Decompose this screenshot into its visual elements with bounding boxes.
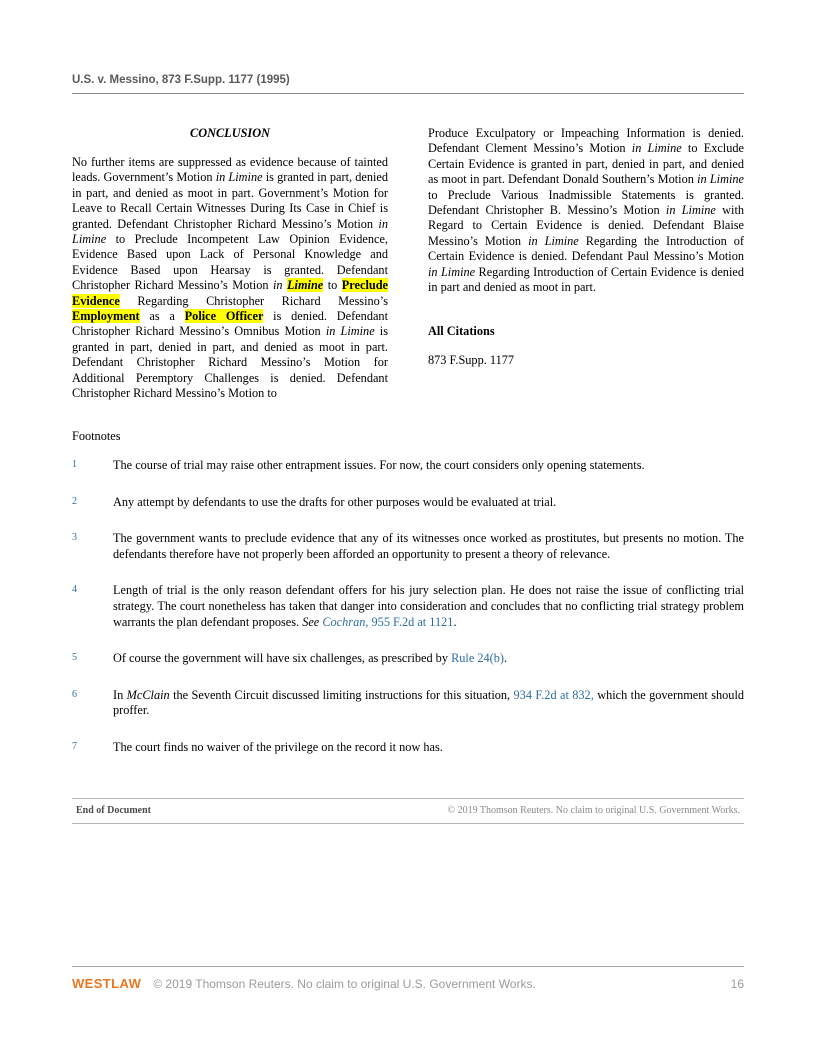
text-run: in Limine	[528, 233, 579, 248]
footnote-item	[72, 651, 744, 667]
text-run: to Preclude Incompetent Law Opinion Evidence, Evidence Based upon Lack of Personal Knowledge and Evidence Based upon Hearsay is granted. Defendant Christopher Richard Messino’s Motion	[72, 232, 388, 293]
text-run: Length of trial is the only reason defendant offers for his jury selection plan. He does not raise the issue of conflicting trial strategy. The court nonetheless has taken that danger into consideration and concludes that no conflicting trial strategy problem warrants the plan defendant proposes.	[113, 583, 744, 629]
text-run: in Limine	[697, 172, 744, 187]
footnote-number: 5	[72, 652, 77, 664]
text-run: to Exclude Certain Evidence is granted in part, denied in part, and denied as moot in part. Defendant Donald Southern’s Motion	[428, 141, 744, 187]
case-citation: U.S. v. Messino, 873 F.Supp. 1177 (1995)	[72, 74, 290, 86]
page-number: 16	[730, 977, 744, 991]
westlaw-logo: WESTLAW	[72, 976, 142, 991]
text-run: Regarding the Introduction of Certain Evidence is denied. Defendant Paul Messino’s Motion	[428, 233, 744, 264]
citation-link[interactable]: 955 F.2d at 1121	[368, 614, 454, 629]
text-run: as a	[139, 309, 185, 324]
footnote-text	[113, 531, 744, 562]
citation-link[interactable]: Rule 24(b)	[451, 651, 504, 666]
text-run: the Seventh Circuit discussed limiting instructions for this situation,	[169, 687, 514, 702]
conclusion-heading: CONCLUSION	[190, 126, 270, 140]
text-run: in Limine	[631, 141, 682, 156]
text-run: Police Officer	[184, 309, 264, 324]
all-citations-heading: All Citations	[428, 324, 495, 339]
text-run: No further items are suppressed as evidence because of tainted leads. Government’s Motion	[72, 155, 388, 185]
footnotes-section	[72, 429, 744, 777]
right-column	[428, 126, 744, 402]
text-run: to	[323, 278, 342, 293]
text-run: with Regard to Certain Evidence is denied. Defendant Blaise Messino’s Motion	[428, 203, 745, 248]
end-of-document-bar	[72, 798, 744, 824]
text-run: Preclude Evidence	[72, 278, 389, 308]
footnote-item	[72, 458, 744, 474]
text-run: is granted in part, denied in part, and denied as moot in part. Defendant Christopher Richard Messino’s Motion for Additional Peremptory Challenges is denied. Defendant Christopher Richard Messino’s Motion to	[72, 324, 388, 401]
footnote-number: 3	[72, 532, 77, 544]
footnote-text	[113, 740, 744, 756]
footnote-text	[113, 688, 744, 719]
footnote-text	[113, 495, 744, 511]
footnote-number: 1	[72, 459, 77, 470]
end-of-document-copyright: © 2019 Thomson Reuters. No claim to original U.S. Government Works.	[447, 805, 740, 816]
footnotes-heading: Footnotes	[72, 429, 121, 443]
footnote-number: 7	[72, 740, 77, 752]
text-run: is granted in part, denied in part, and denied as moot in part. Government’s Motion for Leave to Recall Certain Witnesses During Its Case in Chief is granted. Defendant Christopher Richard Messino’s Motion	[72, 170, 388, 231]
text-run: McClain	[126, 687, 170, 702]
footer-copyright: © 2019 Thomson Reuters. No claim to original U.S. Government Works.	[153, 977, 536, 991]
text-run: is denied. Defendant Christopher Richard Messino’s Omnibus Motion	[72, 309, 388, 339]
text-run: in	[273, 278, 288, 293]
text-run: in Limine	[428, 264, 476, 279]
footnote-item	[72, 531, 744, 562]
text-run: in Limine	[325, 324, 375, 339]
citation-link[interactable]: Cochran,	[322, 614, 369, 629]
opinion-paragraph-right	[428, 126, 744, 295]
text-run: in Limine	[215, 170, 263, 185]
footnote-item	[72, 583, 744, 630]
document-header	[72, 74, 744, 94]
footnote-number: 4	[72, 584, 77, 596]
text-run: .	[504, 651, 508, 666]
footnote-item	[72, 740, 744, 756]
footnote-number: 2	[72, 495, 77, 507]
text-run: Regarding Introduction of Certain Evidence is denied in part and denied as moot in part.	[428, 264, 744, 295]
footnote-text	[113, 651, 744, 667]
opinion-body	[72, 126, 744, 402]
text-run: See	[302, 614, 323, 629]
text-run: The government wants to preclude evidence that any of its witnesses once worked as prostitutes, but presents no motion. The defendants therefore have not properly been afforded an opportunity to present a theory of relevance.	[113, 531, 744, 561]
text-run: Regarding Christopher Richard Messino’s	[119, 293, 388, 308]
text-run: Any attempt by defendants to use the drafts for other purposes would be evaluated at trial.	[113, 494, 557, 509]
footnote-text	[113, 458, 744, 474]
text-run: Employment	[72, 309, 140, 324]
left-column	[72, 126, 388, 402]
footnote-item	[72, 495, 744, 511]
page-footer	[72, 966, 744, 991]
footnotes-list	[72, 458, 744, 756]
text-run: to Preclude Various Inadmissible Statements is granted. Defendant Christopher B. Messino’s Motion	[428, 187, 744, 218]
footnote-number: 6	[72, 688, 77, 700]
footnote-text	[113, 583, 744, 630]
opinion-paragraph-left	[72, 155, 388, 402]
text-run: The court finds no waiver of the privilege on the record it now has.	[113, 739, 443, 754]
citation-text: 873 F.Supp. 1177	[428, 353, 515, 368]
footnote-item	[72, 688, 744, 719]
text-run: In	[113, 687, 127, 702]
text-run: Produce Exculpatory or Impeaching Information is denied. Defendant Clement Messino’s Motion	[428, 126, 744, 156]
text-run: Limine	[287, 278, 324, 293]
citation-link[interactable]: 934 F.2d at 832,	[513, 687, 594, 702]
text-run: in Limine	[72, 216, 388, 247]
text-run: .	[453, 614, 457, 629]
text-run: which the government should proffer.	[113, 687, 745, 718]
text-run: Of course the government will have six challenges, as prescribed by	[113, 651, 452, 666]
text-run: in Limine	[665, 203, 716, 218]
text-run: The course of trial may raise other entrapment issues. For now, the court considers only opening statements.	[113, 458, 645, 472]
end-of-document-label: End of Document	[76, 805, 152, 816]
